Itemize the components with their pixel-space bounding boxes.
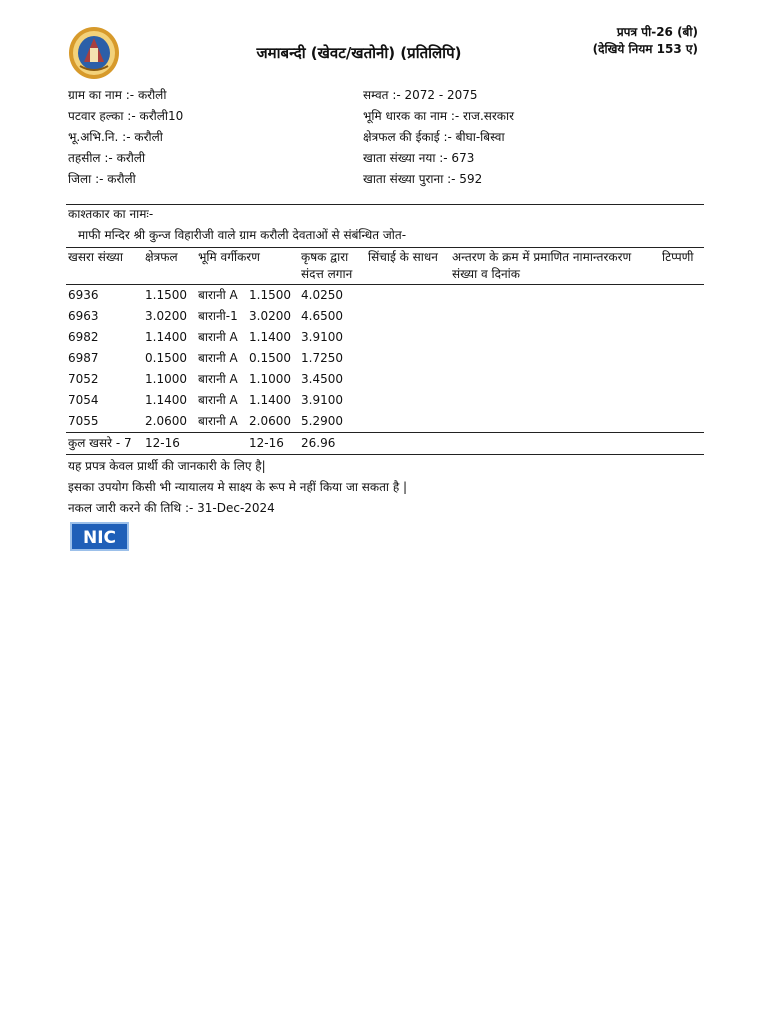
rent-cell: 3.9100: [301, 393, 343, 407]
page-title: जमाबन्दी (खेवट/खतोनी) (प्रतिलिपि): [256, 44, 462, 62]
land-record-inspector: भू.अभि.नि. :- करौली: [68, 130, 163, 144]
total-label: कुल खसरे - 7: [66, 433, 143, 455]
rent-cell: 1.7250: [301, 351, 343, 365]
total-rent: 26.96: [299, 433, 366, 455]
area-cell: 2.0600: [145, 414, 187, 428]
info-left: [68, 85, 183, 190]
notes: [68, 456, 407, 519]
cultivator-label: काश्तकार का नामः-: [68, 207, 154, 221]
area-cell: 1.1400: [145, 393, 187, 407]
total-class-area: 12-16: [247, 433, 299, 455]
rent-cell: 3.4500: [301, 372, 343, 386]
rent-cell: 3.9100: [301, 330, 343, 344]
patwar-halka: पटवार हल्का :- करौली10: [68, 109, 184, 123]
form-number: [593, 24, 698, 58]
area-cell: 1.1000: [145, 372, 187, 386]
area-cell: 1.1400: [145, 330, 187, 344]
class-cell: बारानी A: [198, 330, 238, 344]
khasra-cell: 6936: [68, 288, 99, 302]
class-area-cell: 2.0600: [249, 414, 291, 428]
table-row: [66, 327, 704, 348]
total-area: 12-16: [143, 433, 196, 455]
account-number-new: खाता संख्या नया :- 673: [363, 151, 475, 165]
rent-cell: 4.0250: [301, 288, 343, 302]
nic-logo-text: NIC: [82, 528, 117, 548]
header-irrigation: सिंचाई के साधन: [366, 248, 450, 285]
header-classification: भूमि वर्गीकरण: [196, 248, 299, 285]
header-rent-line1: कृषक द्वारा: [301, 250, 349, 264]
header-khasra: खसरा संख्या: [66, 248, 143, 285]
header-area: क्षेत्रफल: [143, 248, 196, 285]
tehsil: तहसील :- करौली: [68, 151, 146, 165]
class-cell: बारानी A: [198, 393, 238, 407]
class-cell: बारानी-1: [198, 309, 238, 323]
area-unit: क्षेत्रफल की ईकाई :- बीघा-बिस्वा: [363, 130, 505, 144]
khasra-cell: 7052: [68, 372, 99, 386]
samvat: सम्वत :- 2072 - 2075: [363, 88, 478, 102]
table-row: [66, 390, 704, 411]
khasra-cell: 6963: [68, 309, 99, 323]
form-rule-line: (देखिये नियम 153 ए): [592, 42, 698, 56]
header-mutation-line1: अन्तरण के क्रम में प्रमाणित नामान्तरकरण: [452, 250, 632, 264]
class-cell: बारानी A: [198, 288, 238, 302]
rent-cell: 5.2900: [301, 414, 343, 428]
district: जिला :- करौली: [68, 172, 136, 186]
table-row: [66, 411, 704, 433]
class-area-cell: 1.1400: [249, 330, 291, 344]
form-number-line: प्रपत्र पी-26 (बी): [616, 25, 698, 39]
header-remarks: टिप्पणी: [660, 248, 704, 285]
land-record-table: [66, 247, 704, 455]
table-row: [66, 306, 704, 327]
khasra-cell: 6982: [68, 330, 99, 344]
cultivator-name: माफी मन्दिर श्री कुन्ज विहारीजी वाले ग्राम करौली देवताओं से संबंन्धित जोत-: [78, 228, 407, 242]
divider: [66, 204, 704, 205]
khasra-cell: 7054: [68, 393, 99, 407]
note-not-evidence: इसका उपयोग किसी भी न्यायालय मे साक्ष्य के रूप मे नहीं किया जा सकता है |: [68, 480, 408, 494]
header-mutation-line2: संख्या व दिनांक: [452, 267, 520, 281]
table-row: [66, 285, 704, 307]
class-area-cell: 1.1500: [249, 288, 291, 302]
header-rent: [299, 248, 366, 285]
area-cell: 3.0200: [145, 309, 187, 323]
header-rent-line2: संदत्त लगान: [301, 267, 353, 281]
rent-cell: 4.6500: [301, 309, 343, 323]
info-right: [363, 85, 514, 190]
class-area-cell: 3.0200: [249, 309, 291, 323]
land-holder-name: भूमि धारक का नाम :- राज.सरकार: [363, 109, 515, 123]
class-cell: बारानी A: [198, 372, 238, 386]
nic-logo: [70, 522, 129, 551]
header-mutation: [450, 248, 660, 285]
account-number-old: खाता संख्या पुराना :- 592: [363, 172, 483, 186]
class-area-cell: 0.1500: [249, 351, 291, 365]
note-info-only: यह प्रपत्र केवल प्रार्थी की जानकारी के लिए है|: [68, 459, 266, 473]
class-area-cell: 1.1400: [249, 393, 291, 407]
class-cell: बारानी A: [198, 414, 238, 428]
area-cell: 0.1500: [145, 351, 187, 365]
table-header-row: [66, 248, 704, 285]
area-cell: 1.1500: [145, 288, 187, 302]
khasra-cell: 7055: [68, 414, 99, 428]
khasra-cell: 6987: [68, 351, 99, 365]
table-row: [66, 348, 704, 369]
issue-date: नकल जारी करने की तिथि :- 31-Dec-2024: [68, 501, 275, 515]
class-area-cell: 1.1000: [249, 372, 291, 386]
table-row: [66, 369, 704, 390]
class-cell: बारानी A: [198, 351, 238, 365]
village-name: ग्राम का नाम :- करौली: [68, 88, 167, 102]
table-total-row: [66, 433, 704, 455]
